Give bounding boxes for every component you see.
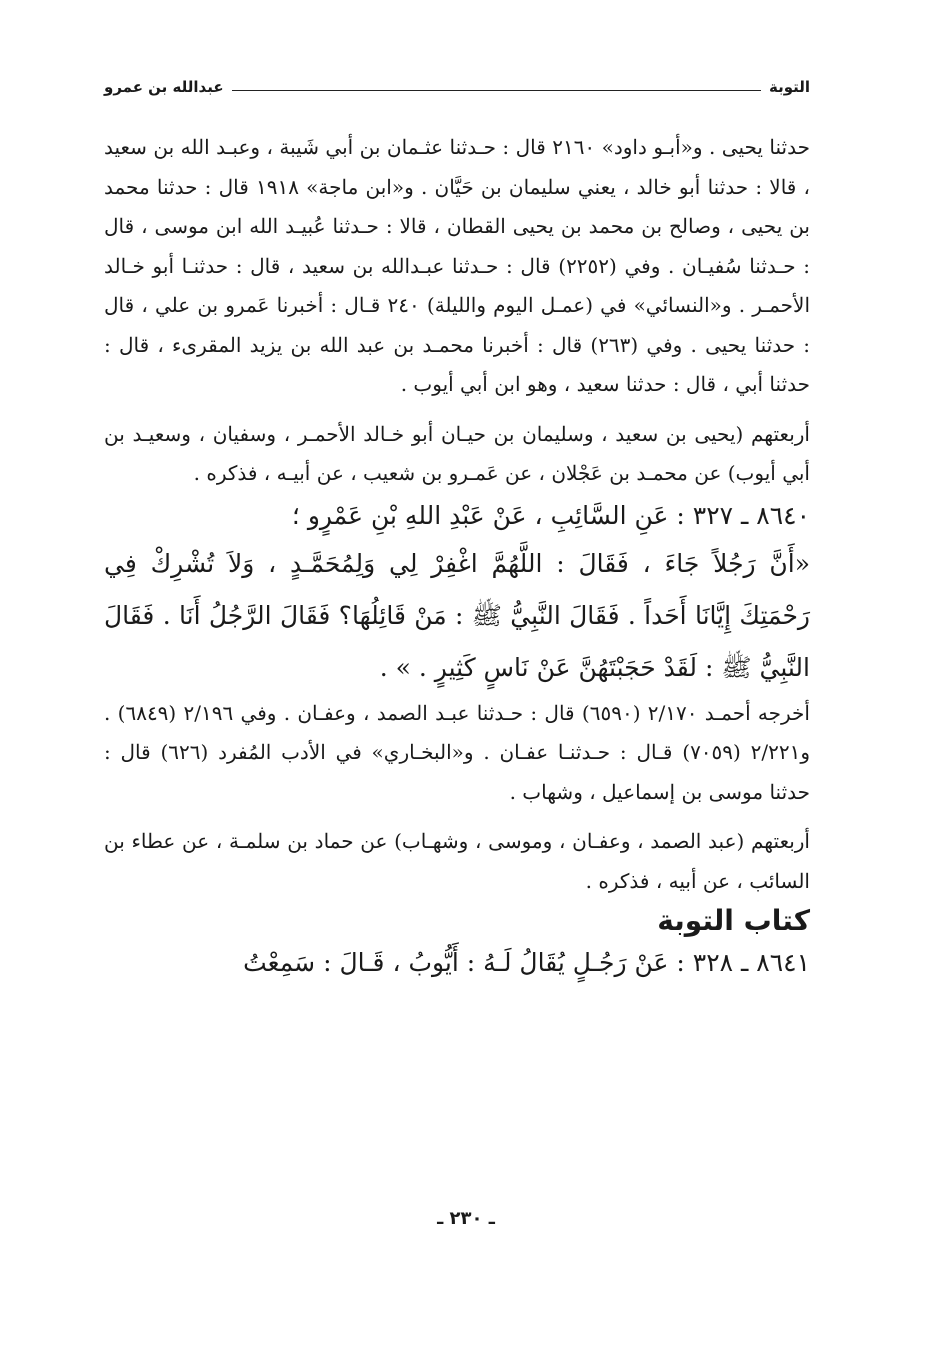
paragraph-summary-2: أربعتهم (عبد الصمد ، وعفـان ، وموسى ، وشهـاب) عن حماد بن سلمـة ، عن عطاء بن السائب ، عن أبيه ، فذكره . bbox=[104, 829, 810, 893]
chapter-title: كتاب التوبة bbox=[657, 904, 810, 937]
main-text bbox=[104, 128, 810, 985]
paragraph-isnad: حدثنا يحيى . و«أبـو داود» ٢١٦٠ قال : حـدثنا عثـمان بن أبي شَيبة ، وعبـد الله بن سعيد ، قالا : حدثنا أبو خالد ، يعني سليمان بن حَيَّان . و«ابن ماجة» ١٩١٨ قال : حدثنا محمد بن يحيى ، وصالح بن محمد بن يحيى القطان ، قالا : حـدثنا عُبيـد الله ابن موسى ، قال : حـدثنا سُفيـان . وفي (٢٢٥٢) قال : حـدثنا عبـدالله بن سعيد ، قال : حدثنـا أبو خـالد الأحمـر . و«النسائي» في (عمـل اليوم والليلة) ٢٤٠ قـال : أخبرنا عَمرو بن علي ، قال : حدثنا يحيى . وفي (٢٦٣) قال : أخبرنا محمـد بن عبد الله بن يزيد المقرىء ، قال : حدثنا أبي ، قال : حدثنا سعيد ، وهو ابن أبي أيوب . bbox=[104, 135, 811, 396]
next-hadith-heading: ٨٦٤١ ـ ٣٢٨ : عَنْ رَجُـلٍ يُقَالُ لَـهُ : أَيُّوبُ ، قَـالَ : سَمِعْتُ bbox=[243, 948, 810, 977]
header-rule bbox=[232, 90, 761, 91]
running-header bbox=[104, 70, 810, 96]
header-chapter-title: التوبة bbox=[768, 78, 810, 96]
hadith-text: «أَنَّ رَجُلاً جَاءَ ، فَقَالَ : اللَّهُمَّ اغْفِرْ لِي وَلِمُحَمَّـدٍ ، وَلاَ تُشْرِكْ فِي رَحْمَتِكَ إِيَّانَا أَحَداً . فَقَالَ النَّبِيُّ ﷺ : مَنْ قَائِلُهَا؟ فَقَالَ الرَّجُلُ أَنَا . فَقَالَ النَّبِيُّ ﷺ : لَقَدْ حَجَبْتَهُنَّ عَنْ نَاسٍ كَثِيرٍ . » . bbox=[104, 548, 810, 682]
paragraph-takhrij: أخرجه أحمـد ٢/١٧٠ (٦٥٩٠) قال : حـدثنا عبـد الصمد ، وعفـان . وفي ٢/١٩٦ (٦٨٤٩) . و٢/٢٢١ (٧٠٥٩) قـال : حـدثنـا عفـان . و«البخـاري» في الأدب المُفرد (٦٢٦) قال : حدثنا موسى بن إسماعيل ، وشهاب . bbox=[104, 700, 810, 804]
page bbox=[104, 70, 810, 1300]
page-number: ـ ٢٣٠ ـ bbox=[437, 1208, 495, 1229]
paragraph-summary: أربعتهم (يحيى بن سعيد ، وسليمان بن حيـان أبو خـالد الأحمـر ، وسفيان ، وسعيـد بن أبي أيوب) عن محمـد بن عَجْلان ، عن عَمـرو بن شعيب ، عن أبيـه ، فذكره . bbox=[104, 421, 810, 485]
header-section-title: عبدالله بن عمرو bbox=[104, 78, 224, 96]
hadith-heading: ٨٦٤٠ ـ ٣٢٧ : عَنِ السَّائِبِ ، عَنْ عَبْدِ اللهِ بْنِ عَمْرٍو ؛ bbox=[291, 500, 810, 530]
